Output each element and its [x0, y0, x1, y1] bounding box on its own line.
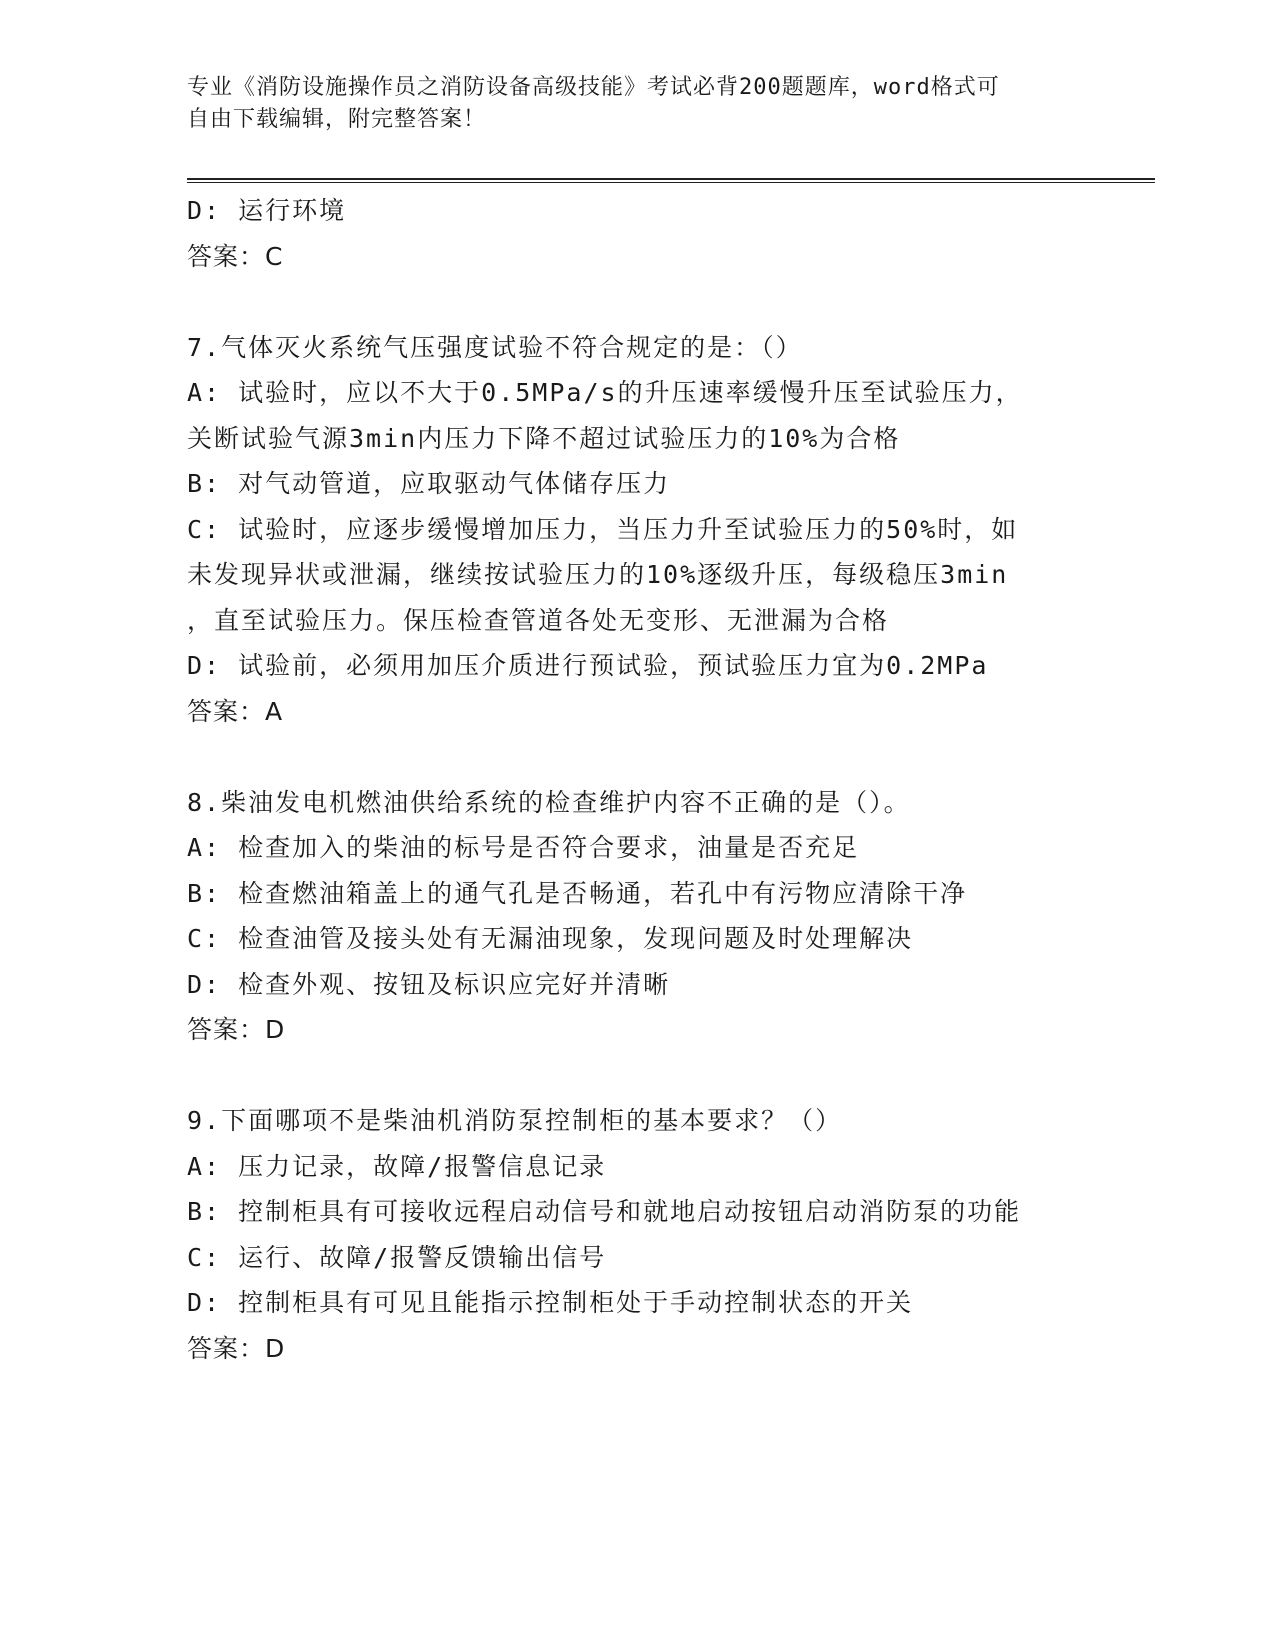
spacer — [187, 1053, 1087, 1099]
option-b: B: 对气动管道，应取驱动气体储存压力 — [187, 469, 671, 498]
option-a: A: 压力记录，故障/报警信息记录 — [187, 1151, 607, 1181]
option-a-continued: 关断试验气源3min内压力下降不超过试验压力的10%为合格 — [187, 423, 901, 453]
answer: 答案：C — [187, 241, 284, 271]
answer: 答案：D — [187, 1333, 286, 1363]
question-9 — [187, 1098, 1087, 1371]
option-b: B: 检查燃油箱盖上的通气孔是否畅通，若孔中有污物应清除干净 — [187, 878, 968, 908]
header-divider — [187, 178, 1155, 183]
spacer — [187, 734, 1087, 780]
answer: 答案：D — [187, 1015, 286, 1044]
previous-question-tail — [187, 188, 1087, 279]
question-8 — [187, 780, 1087, 1053]
header-title-line-1: 专业《消防设施操作员之消防设备高级技能》考试必背200题题库，word格式可 — [187, 75, 1000, 100]
question-stem: 8.柴油发电机燃油供给系统的检查维护内容不正确的是（）。 — [187, 787, 911, 817]
option-a: A: 检查加入的柴油的标号是否符合要求，油量是否充足 — [187, 833, 860, 862]
option-c: C: 试验时，应逐步缓慢增加压力，当压力升至试验压力的50%时，如 — [187, 514, 1019, 544]
option-c-continued: ，直至试验压力。保压检查管道各处无变形、无泄漏为合格 — [187, 605, 890, 635]
question-7 — [187, 325, 1087, 735]
option-d: D: 试验前，必须用加压介质进行预试验，预试验压力宜为0.2MPa — [187, 651, 989, 680]
option-a: A: 试验时，应以不大于0.5MPa/s的升压速率缓慢升压至试验压力， — [187, 378, 1023, 407]
option-d: D: 运行环境 — [187, 196, 347, 225]
question-stem: 9.下面哪项不是柴油机消防泵控制柜的基本要求？（） — [187, 1106, 843, 1135]
header-title-line-2: 自由下载编辑，附完整答案！ — [187, 107, 487, 132]
answer: 答案：A — [187, 696, 284, 726]
option-d: D: 检查外观、按钮及标识应完好并清晰 — [187, 969, 671, 999]
option-d: D: 控制柜具有可见且能指示控制柜处于手动控制状态的开关 — [187, 1288, 914, 1317]
question-list — [187, 188, 1087, 1371]
spacer — [187, 279, 1087, 325]
option-b: B: 控制柜具有可接收远程启动信号和就地启动按钮启动消防泵的功能 — [187, 1197, 1022, 1226]
option-c: C: 运行、故障/报警反馈输出信号 — [187, 1242, 607, 1272]
question-stem: 7.气体灭火系统气压强度试验不符合规定的是：（） — [187, 332, 803, 362]
option-c-continued: 未发现异状或泄漏，继续按试验压力的10%逐级升压，每级稳压3min — [187, 560, 1009, 589]
document-header — [187, 72, 1067, 136]
option-c: C: 检查油管及接头处有无漏油现象，发现问题及时处理解决 — [187, 924, 914, 953]
